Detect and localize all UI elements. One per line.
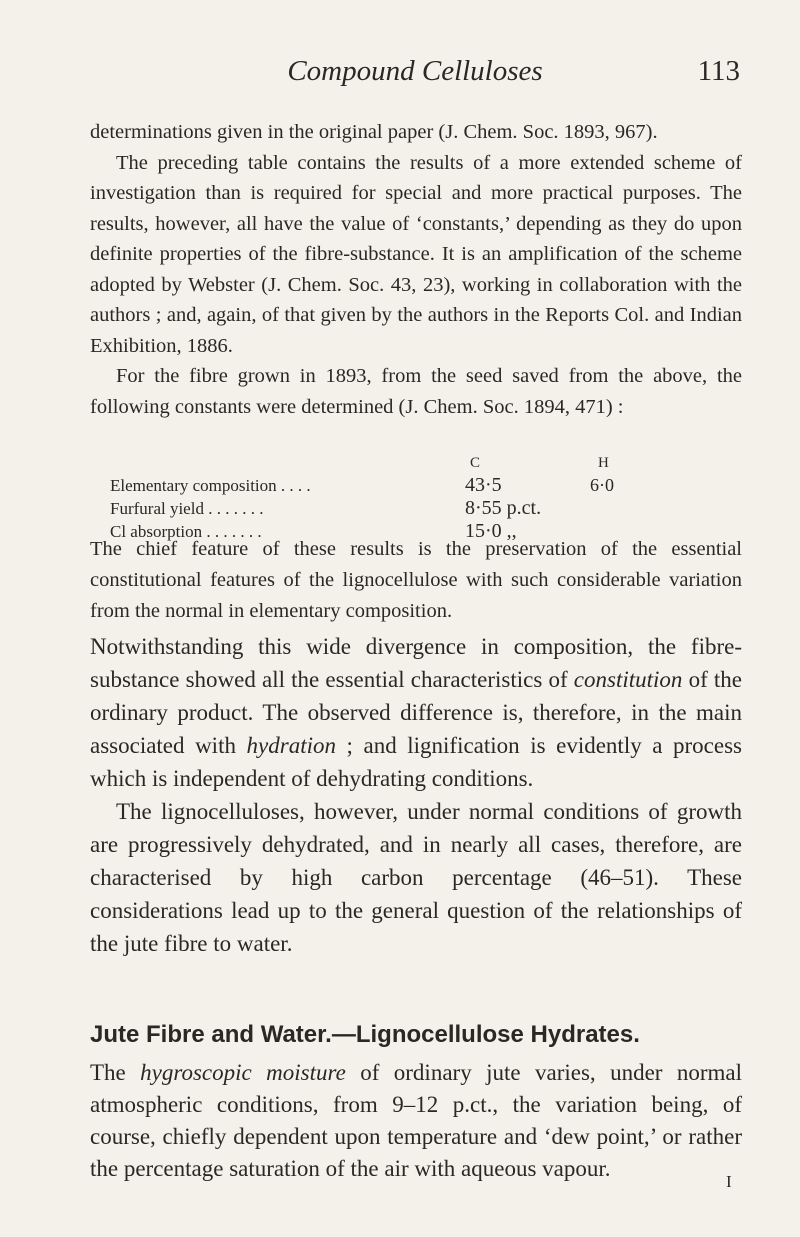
paragraph-fibre-1893: For the fibre grown in 1893, from the seed saved from the above, the following constants were determined (J. Chem. Soc. 1894, 471) : [90, 365, 742, 418]
page-number: 113 [697, 55, 740, 87]
paragraph-continuation: determinations given in the original paper (J. Chem. Soc. 1893, 967). [90, 121, 658, 143]
table-row [110, 497, 730, 520]
emphasis-constitution: constitution [573, 667, 683, 692]
row-value-c: 43·5 [465, 474, 502, 496]
running-head [90, 55, 740, 95]
column-c: C [470, 455, 482, 471]
row-label: Elementary composition . . . . [110, 476, 311, 495]
paragraph-hygroscopic: The hygroscopic moisture of ordinary jute varies, under normal atmospheric conditions, from 9–12 p.ct., the variation being, of course, chiefly dependent upon temperature and ‘dew point,’ or rather the percentage saturation of the air with aqueous vapour. [90, 1060, 742, 1181]
row-value: 15·0 ,, [465, 520, 517, 542]
paragraph-chief-feature: The chief feature of these results is the preservation of the essential constitutional features of the lignocellulose with such considerable variation from the normal in elementary composition. [90, 538, 742, 622]
running-title: Compound Celluloses [287, 55, 543, 87]
emphasis-hygroscopic-moisture: hygroscopic moisture [140, 1060, 346, 1085]
paragraph-divergence: Notwithstanding this wide divergence in composition, the fibre-substance showed all the essential characteristics of constitution of the ordinary product. The observed difference is, therefore, in the main associated with hydration ; and lignification is evidently a process which is independent of dehydrating conditions. [90, 634, 743, 791]
row-value-h: 6·0 [590, 475, 614, 495]
paragraph-preceding-table: The preceding table contains the results of a more extended scheme of investigation than is required for special and more practical purposes. The results, however, all have the value of ‘constants,’ depending as they do upon definite properties of the fibre-substance. It is an amplification of the scheme adopted by Webster (J. Chem. Soc. 43, 23), working in collaboration with the authors ; and, again, of that given by the authors in the Reports Col. and Indian Exhibition, 1886. [90, 151, 742, 357]
paragraph-lignocelluloses: The lignocelluloses, however, under normal conditions of growth are progressively dehydrated, and in nearly all cases, therefore, are characterised by high carbon percentage (46–51). These considerations lead up to the general question of the relationships of the jute fibre to water. [90, 799, 742, 956]
large-type-section [90, 630, 742, 960]
row-value: 8·55 p.ct. [465, 497, 542, 519]
column-h: H [598, 455, 610, 471]
constants-table [110, 452, 730, 543]
row-label: Furfural yield . . . . . . . [110, 499, 264, 518]
signature-mark: I [726, 1172, 732, 1191]
opening-paragraphs [90, 117, 742, 422]
table-header [110, 452, 730, 474]
emphasis-hydration: hydration [246, 733, 336, 758]
section-heading: Jute Fibre and Water.—Lignocellulose Hydrates. [90, 1021, 640, 1048]
row-label: Cl absorption . . . . . . . [110, 522, 262, 541]
table-row [110, 474, 730, 497]
